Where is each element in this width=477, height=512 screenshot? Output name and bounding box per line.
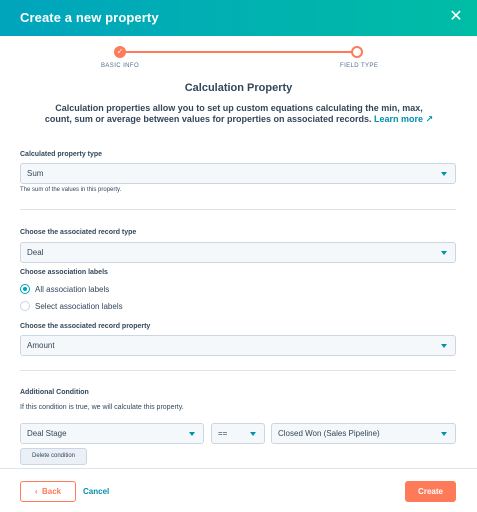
calc-type-select[interactable] [20,163,456,184]
divider [20,370,456,371]
radio-all-labels[interactable] [20,285,109,295]
condition-operator-select[interactable] [211,423,265,444]
close-icon[interactable]: ✕ [449,8,463,25]
section-title: Calculation Property [184,82,293,94]
stepper-track [120,51,357,53]
chevron-left-icon: ‹ [34,487,38,496]
record-property-label: Choose the associated record property [20,323,151,330]
learn-more-link[interactable]: Learn more ↗ [374,114,434,124]
radio-select-labels[interactable] [20,302,123,312]
stepper-current-dot [351,46,363,58]
chevron-down-icon [441,344,447,348]
back-button[interactable] [20,481,76,502]
external-link-icon: ↗ [425,114,434,124]
intro-text [44,103,434,125]
condition-property-select[interactable] [20,423,204,444]
modal-title: Create a new property [20,10,159,25]
condition-property-value: Deal Stage [27,429,67,438]
intro-body: Calculation properties allow you to set up custom equations calculating the min, max, count, sum or average between values for properties on associated records. [44,103,423,124]
delete-condition-button[interactable]: Delete condition [20,448,87,465]
back-label: Back [42,487,62,496]
step-field-type: FIELD TYPE [340,63,379,69]
assoc-labels-label: Choose association labels [20,269,108,276]
condition-label: Additional Condition [20,389,89,396]
divider [20,209,456,210]
footer-divider [0,468,477,469]
calc-type-help: The sum of the values in this property. [20,187,122,193]
step-basic-info: BASIC INFO [101,63,140,69]
chevron-down-icon [441,251,447,255]
radio-unchecked-icon [20,301,30,311]
radio-checked-icon [20,284,30,294]
record-type-value: Deal [27,248,44,257]
condition-value-select[interactable] [271,423,456,444]
cancel-link[interactable]: Cancel [83,487,110,496]
check-icon: ✓ [114,46,126,58]
condition-value-text: Closed Won (Sales Pipeline) [278,429,380,438]
calc-type-label: Calculated property type [20,151,103,158]
record-property-select[interactable] [20,335,456,356]
condition-help: If this condition is true, we will calculate this property. [20,404,184,411]
radio-select-labels-text: Select association labels [35,302,123,312]
record-property-value: Amount [27,341,55,350]
modal-header [0,0,477,36]
chevron-down-icon [250,432,256,436]
calc-type-value: Sum [27,169,44,178]
chevron-down-icon [441,172,447,176]
chevron-down-icon [441,432,447,436]
record-type-select[interactable] [20,242,456,263]
create-button[interactable]: Create [405,481,456,502]
record-type-label: Choose the associated record type [20,229,137,236]
radio-all-labels-text: All association labels [35,285,110,295]
chevron-down-icon [189,432,195,436]
condition-operator-value: == [218,429,228,438]
